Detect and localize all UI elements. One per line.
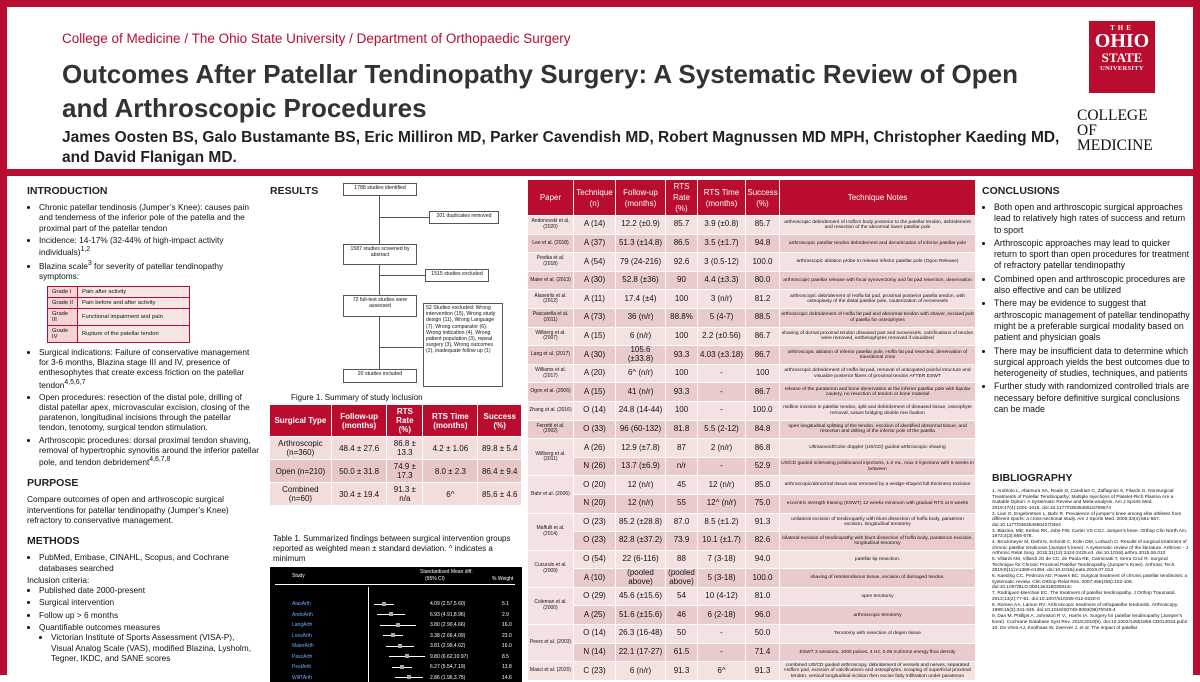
forest-ci-value: 6.27 (5.54,7.19) [430,664,466,670]
forest-study-label: WillTArth [292,674,312,681]
forest-point-marker [389,612,393,616]
forest-header-weight: % Weight [492,576,514,582]
table-row: Pestka et al. (2018) A (54) 79 (24-216) 92.6 3 (0.5-12) 100.0 arthroscopic ablation probe to release inferior patellar pole (Ogon Release) [528,253,976,272]
figure-1-caption: Figure 1. Summary of study inclusion [291,393,423,402]
table-row: Zhang et al. (2016) O (14) 24.8 (14-44) 100 - 100.0 midline incision in patellar tendon, split and debridement of diseased tissue, osteophyte removal, suture bridging double row fixation [528,401,976,420]
introduction-heading: INTRODUCTION [27,185,108,197]
forest-point-marker [396,623,400,627]
forest-weight-value: 14.6 [502,674,512,681]
forest-point-marker [382,602,386,606]
table-row: Open (n=210) 50.0 ± 31.8 74.9 ± 17.3 8.0 ± 2.3 86.4 ± 9.4 [270,460,522,483]
table-row: N (14) 22.1 (17-27) 61.5 - 71.4 ESWT 3 sessions, 1000 pulses, 4 Hz, 0.08 mJ/mm2 energy flow density [528,643,976,662]
flow-box-duplicates: 201 duplicates removed [429,211,499,224]
forest-weight-value: 16.0 [502,622,512,628]
list-item: • There may be insufficient data to determine which surgical approach yields the best outcomes due to heterogeneity of studies, techniques, and patients [994,346,1192,380]
bibliography-entry: 3. Blazina, ME; Kerlan RK, Jobe FW, Carter VS CGJ. Jumper’s knee. Orthop Clin North Am. 1973;4(3):665-678. [992,528,1188,539]
table-row: Grade II Pain before and after activity [48,297,190,308]
table-row: Peers et al. (2003) O (14) 26.3 (16-48) 50 - 50.0 Tenotomy with resection of degen tissue [528,625,976,644]
bibliography-entry: 1. Andriolo L, Altamura SA, Reale D, Candrian C, Zaffagnini S, Filardo G. Nonsurgical Treatments of Patellar Tendinopathy: Multiple Injections of Platelet-Rich Plasma Are a Suitable Option: A Systematic Review and Meta-analysis. Am J Sports Med. 2019;47(4):1001-1018. doi:10.1177/0363546518759674 [992,489,1174,511]
list-item: • Arthroscopic approaches may lead to quicker return to sport than open procedures for treatment of refractory patellar tendinopathy [994,238,1192,272]
forest-ci-value: 9.80 (6.62,10.97) [430,653,469,660]
table-row: Andonovski et al. (2020) A (14) 12.2 (±0.9) 85.7 3.9 (±0.8) 85.7 arthroscopic debridement of Hoffa’s body posterior to the patellar tendon, debridement and resection of the abnormal lower patellar pole [528,216,976,235]
forest-ci-value: 3.81 (2.99,4.62) [430,643,466,649]
table-row: Alaseirlis et al. (2012) A (11) 17.4 (±4) 100 3 (n/r) 81.2 arthroscopic debridement of Hoffa fat pad, proximal posterior patella tendon, with osteoplasty of the distal patellar pole, cauterization of neovessels [528,290,976,309]
results-heading: RESULTS [270,185,319,197]
introduction-list [27,202,259,282]
list-item: • Chronic patellar tendinosis (Jumper’s Knee): causes pain and tenderness of the inferior pole of the patella and the proximal part of the patellar tendon [39,202,259,233]
forest-point-marker [391,633,395,637]
list-item: • Quantifiable outcomes measures • Victorian Institute of Sports Assessment (VISA-P), Visual Analog Scale (VAS), modified Blazina, Lysholm, Tegner, IKDC, and SANE scores [39,622,259,663]
flow-box-excluded-reasons: 52 Studies excluded: Wrong intervention (15), Wrong study design (11), Wrong Language (7), Wrong comparator (6), Wrong indication (4), Wrong patient population (3), repeat surgery (3), Wrong outcomes (2), inadequate follow up (1) [423,303,503,387]
osu-logo [1075,21,1170,153]
header-divider [7,169,1193,176]
left-column [27,183,259,665]
list-item: • There may be evidence to suggest that arthroscopic management of patellar tendinopathy might be a preferable surgical modality based on patient and physician goals [994,298,1192,343]
forest-study-label: MaierArth [292,643,314,649]
bibliography-entry: 8. Romeo AA, Larson RV. Arthroscopic treatment of infrapatellar tendonitis. Arthroscopy. 1999;15(3):341-345. doi:10.1016/S0749-8063(99)70048-4 [992,602,1179,613]
list-item: • Combined open and arthroscopic procedures are also effective and can be utilized [994,274,1192,297]
bibliography-entry: 2. Lian O, Engebretsen L, Bahr R. Prevalence of jumper’s knee among elite athletes from different sports: a cross-sectional study. Am J Sports Med. 2005;33(4):561-567. doi:10.1177/0363546504270454 [992,511,1182,528]
bibliography-entry: 5. Villardi AM, Villardi JG de CC, de Paula RE, Carminatti T, Serra Cruz R. Surgical Technique for Chronic Proximal Patellar Tendinopathy (Jumper’s Knee). Arthrosc Tech. 2019;8(11):e1389-e1394. doi:10.1016/j.eats.2019.07.013 [992,557,1176,573]
table-row: Ogon et al. (2006) A (15) 41 (n/r) 93.3 - 86.7 release of the paratenon and bone denervation at the inferior patellar pole with bipolar cautery, no resection of tendon or bone material [528,383,976,402]
flow-box-screened: 1587 studies screened by abstract [343,244,417,265]
bibliography-entry: 7. Rodriguez-Merchan EC. The treatment of patellar tendinopathy. J Orthop Traumatol. 2013;14(2):77-81. doi:10.1007/s10195-012-0220-0 [992,591,1176,602]
table-row: Combined (n=60) 30.4 ± 19.4 91.3 ± n/a 6^ 85.6 ± 4.6 [270,483,522,506]
author-list: James Oosten BS, Galo Bustamante BS, Eric Milliron MD, Parker Cavendish MD, Robert Magnussen MD MPH, Christopher Kaeding MD, and David Flanigan MD. [62,129,1060,166]
flow-box-excluded: 1515 studies excluded [425,269,489,282]
forest-ci-value: 6.93 (4.91,8.96) [430,611,466,618]
forest-ci-value: 3.80 (2.90,4.66) [430,622,466,628]
forest-study-label: PestArth [292,664,312,670]
table-row: N (20) 12 (n/r) 55 12^ (n/r) 75.0 eccentric strength training (ESWT) 12 weeks minimum with gradual RTS at 8 weeks [528,494,976,513]
table-row: Maffulli et al. (2014) O (23) 85.2 (±28.8) 87.0 8.5 (±1.2) 91.3 unilateral excision of tendinopathy with blunt dissection of hoffa body, paratenon excision, longitudinal tenotomy [528,513,976,532]
forest-point-marker [400,665,404,669]
methods-heading: METHODS [27,535,80,548]
ohio-state-seal: THE OHIO STATE UNIVERSITY [1089,21,1155,93]
purpose-heading: PURPOSE [27,477,79,490]
forest-study-label: LossArth [292,632,312,639]
indications-list [27,347,259,468]
forest-point-marker [405,654,409,658]
bibliography-entry: 9. Dan M, Phillips A, Johnston R V., Harris IA. Surgery for patellar tendinopathy (Jumper’s knee). Cochrane Database Syst Rev. 2019;2019(9). doi:10.1002/14651858.CD013034.pub2 [992,614,1188,625]
flow-box-identified: 1788 studies identified [343,183,417,196]
forest-weight-value: 8.5 [502,653,509,660]
list-item: • Surgical intervention [39,597,259,607]
table-row: Coleman et al. (2000) O (29) 45.6 (±15.6) 54 10 (4-12) 81.0 open tenotomy [528,587,976,606]
table-row: Surgical Type Follow-up (months) RTS Rate (%) RTS Time (months) Success (%) [270,405,522,437]
list-item: • Arthroscopic procedures: dorsal proximal tendon shaving, removal of hypertrophic synovitis around the inferior patellar pole, and tendon debridement$^{4,6,7,8}$ [39,435,259,468]
forest-ci-value: 3.38 (2.66,4.09) [430,632,466,639]
list-item: • Further study with randomized controlled trials are necessary before definitive surgical conclusions can be made [994,381,1192,415]
summary-table [269,404,522,506]
forest-ci-value: 2.86 (1.96,3.75) [430,674,466,681]
conclusions-heading: CONCLUSIONS [982,185,1060,197]
forest-header-ci: (95% CI) [425,576,445,582]
table-row: Grade III Functional impairment and pain [48,308,190,325]
study-table [527,179,976,681]
purpose-text: Compare outcomes of open and arthroscopic surgical interventions for patellar tendinopathy (Jumper’s Knee) refractory to conservative management. [27,494,229,525]
table-row: Pascarella et al. (2011) A (73) 36 (n/r) 88.8% 5 (4-7) 88.5 arthroscopic debridement of Hoffa fat pad and abnormal tendon with shaver, excised part of patella for osteophytes [528,308,976,327]
table-row: Grade I Pain after activity [48,286,190,297]
forest-weight-value: 13.8 [502,664,512,670]
table-row: Ferretti et al. (2002) O (33) 96 (60-132) 81.8 5.5 (2-12) 84.8 open longitudinal splitting of the tendon, excision of identified abnormal tissue, and resection and drilling of the inferior pole of the patella [528,420,976,439]
bibliography-entry: 6. Kaeding CC, Pedroza AD, Powers BC. Surgical treatment of chronic patellar tendinosis: a systematic review. Clin Orthop Relat Res. 2007;455(455):102-106. doi:10.1097/BLO.0b013e318030814c [992,574,1188,590]
list-item: • Open procedures: resection of the distal pole, drilling of distal patellar apex, microvascular excision, closing of the paratenon, longitudinal incisions through the patellar tendon, tenotomy, surgical tendon stimulation. [39,392,259,433]
table-row: Willberg et al. (2011) A (26) 12.9 (±7.8) 87 2 (n/r) 86.8 Ultrasound/Color doppler (US/CD) guided arthroscopic shaving [528,439,976,458]
table-row: Lang et al. (2017) A (30) 105.6 (±33.8) 93.3 4.03 (±3.18) 86.7 arthroscopic ablation of inferior patellar pole, Hoffa fat pad resected, denervation of transitional zone [528,346,976,365]
forest-study-label: AndoArth [292,611,313,618]
methods-list [27,552,259,573]
list-item: • PubMed, Embase, CINAHL, Scopus, and Cochrane databases searched [39,552,259,573]
bibliography-list [992,489,1190,632]
list-item: • Surgical indications: Failure of conservative management for 3-6 months, Blazina stage III and IV, presence of enthesophytes that create excess friction on the patellar tendon$^{4,5,6,7}$ [39,347,259,390]
table-row: Arthroscopic (n=360) 48.4 ± 27.6 86.8 ± 13.3 4.2 ± 1.06 89.8 ± 5.4 [270,437,522,460]
blazina-grade-table [47,286,190,343]
table-row: Cucurulo et al. (2009) O (54) 22 (6-116) 88 7 (3-18) 94.0 patellar tip resection. [528,550,976,569]
table-row: O (23) 82.8 (±37.2) 73.9 10.1 (±1.7) 82.6 bilateral excision of tendinopathy with blunt dissection of hoffa body, paratenon excision, longitudinal tenotomy [528,532,976,551]
right-column [982,183,1192,417]
forest-point-marker [407,675,411,679]
table-row: Willberg et al. (2007) A (15) 6 (n/r) 100 2.2 (±0.56) 86.7 shaving of dorsal proximal tendon diseased part and neovessels, calcifications of tendon were removed, enthesophytes removed if visualized [528,327,976,346]
table-row: A (10) (pooled above) (pooled above) 5 (3-18) 100.0 shaving of retrotendinous tissue, excision of damaged tendon. [528,569,976,588]
forest-point-marker [398,644,402,648]
list-item: • Incidence: 14-17% (32-44% of high-impact activity individuals)$^{1,2}$ [39,235,259,257]
forest-header-smd: Standardised Mean diff. [420,569,473,575]
forest-study-label: PascArth [292,653,313,660]
flow-box-included: 20 studies included [343,369,417,383]
table-row: A (25) 51.6 (±15.6) 46 6 (2-18) 96.0 arthroscopic tenotomy [528,606,976,625]
forest-weight-value: 5.1 [502,601,509,607]
list-item: • Victorian Institute of Sports Assessment (VISA-P), Visual Analog Scale (VAS), modified Blazina, Lysholm, Tegner, IKDC, and SANE scores [51,632,259,663]
table-row: Bahr et al. (2006) O (20) 12 (n/r) 45 12 (n/r) 85.0 arthroscopic/abnormal tissue was removed by a wedge-shaped full-thickness excision [528,476,976,495]
list-item: • Both open and arthroscopic surgical approaches lead to relatively high rates of success and return to sport [994,202,1192,236]
table-row: Masci et al. (2020) C (23) 6 (n/r) 91.3 6^ 91.3 combined US/CD guided arthroscopy, debridement of vessels and nerves, separated Hoffa’s pad, excision of calcifications and osteophytes, scraping of superficial proximal tendon, vertical longitudinal incision then excise fatty infiltration under paratenon [528,662,976,681]
forest-study-label: LangArth [292,622,313,628]
forest-plot [270,567,522,682]
bibliography-heading: BIBLIOGRAPHY [992,472,1073,484]
poster-title: Outcomes After Patellar Tendinopathy Surgery: A Systematic Review of Open and Arthroscopic Procedures [62,59,1018,123]
forest-weight-value: 2.9 [502,611,509,618]
department-line: College of Medicine / The Ohio State University / Department of Orthopaedic Surgery [62,31,571,46]
inclusion-criteria-label: Inclusion criteria: [27,574,90,585]
forest-weight-value: 16.0 [502,643,512,649]
list-item: • Follow up > 6 months [39,610,259,620]
flow-box-full-text: 72 full-text studies were assessed [343,295,417,317]
forest-weight-value: 23.0 [502,632,512,639]
table-1-caption: Table 1. Summarized findings between surgical intervention groups reported as weighted mean ± standard deviation. ^ indicates a minimum [273,534,511,563]
table-row: Williams et al. (2017) A (20) 6^ (n/r) 100 - 100 arthroscopic debridement of Hoffa fat pad, removal of anticipated painful structure and visualize posterior fibers of proximal tendon AFTER ESWT [528,364,976,383]
bibliography-entry: 10. De Vries AJ, Koolhaas W, Zwerver J, et al. The impact of patellar [992,625,1138,631]
table-row: N (26) 13.7 (±6.9) n/r - 52.9 US/CD guided sclerosing polidocanol injections, 1-2 mL, max 3 injections with 6 weeks in between [528,457,976,476]
list-item: • Blazina scale$^3$ for severity of patellar tendinopathy symptoms: [39,259,259,281]
table-row: Maier et al. (2013) A (30) 52.8 (±36) 90 4.4 (±3.3) 80.0 arthroscopic patellar release with focal synovectomy and fat pad resection, denervation [528,271,976,290]
forest-header-study: Study [292,573,305,579]
forest-ci-value: 4.09 (2.57,5.60) [430,601,466,607]
table-row: Paper Technique (n) Follow-up (months) RTS Rate (%) RTS Time (months) Success (%) Technique Notes [528,180,976,216]
list-item: • Published date 2000-present [39,585,259,595]
table-row: Lee et al. (2018) A (37) 51.3 (±14.8) 86.5 3.5 (±1.7) 94.8 arthroscopic patellar tendon debridement and decortication of inferior patellar pole [528,234,976,253]
bibliography-entry: 4. Brockmeyer M, Diehl N, Schmitt C, Kohn DM, Lorbach O. Results of surgical treatment of chronic patellar tendinosis (Jumper’s knee): A systematic review of the literature. Arthrosc - J Arthrosc Relat Surg. 2015;31(12):2424-2429.e3. doi:10.1016/j.arthro.2015.06.010 [992,540,1189,556]
table-row: Grade IV Rupture of the patellar tendon [48,325,190,342]
conclusions-list [982,202,1192,415]
forest-study-label: AlasArth [292,601,311,607]
inclusion-criteria-list [27,585,259,663]
college-of-medicine-wordmark: COLLEGE OF MEDICINE [1077,107,1153,154]
